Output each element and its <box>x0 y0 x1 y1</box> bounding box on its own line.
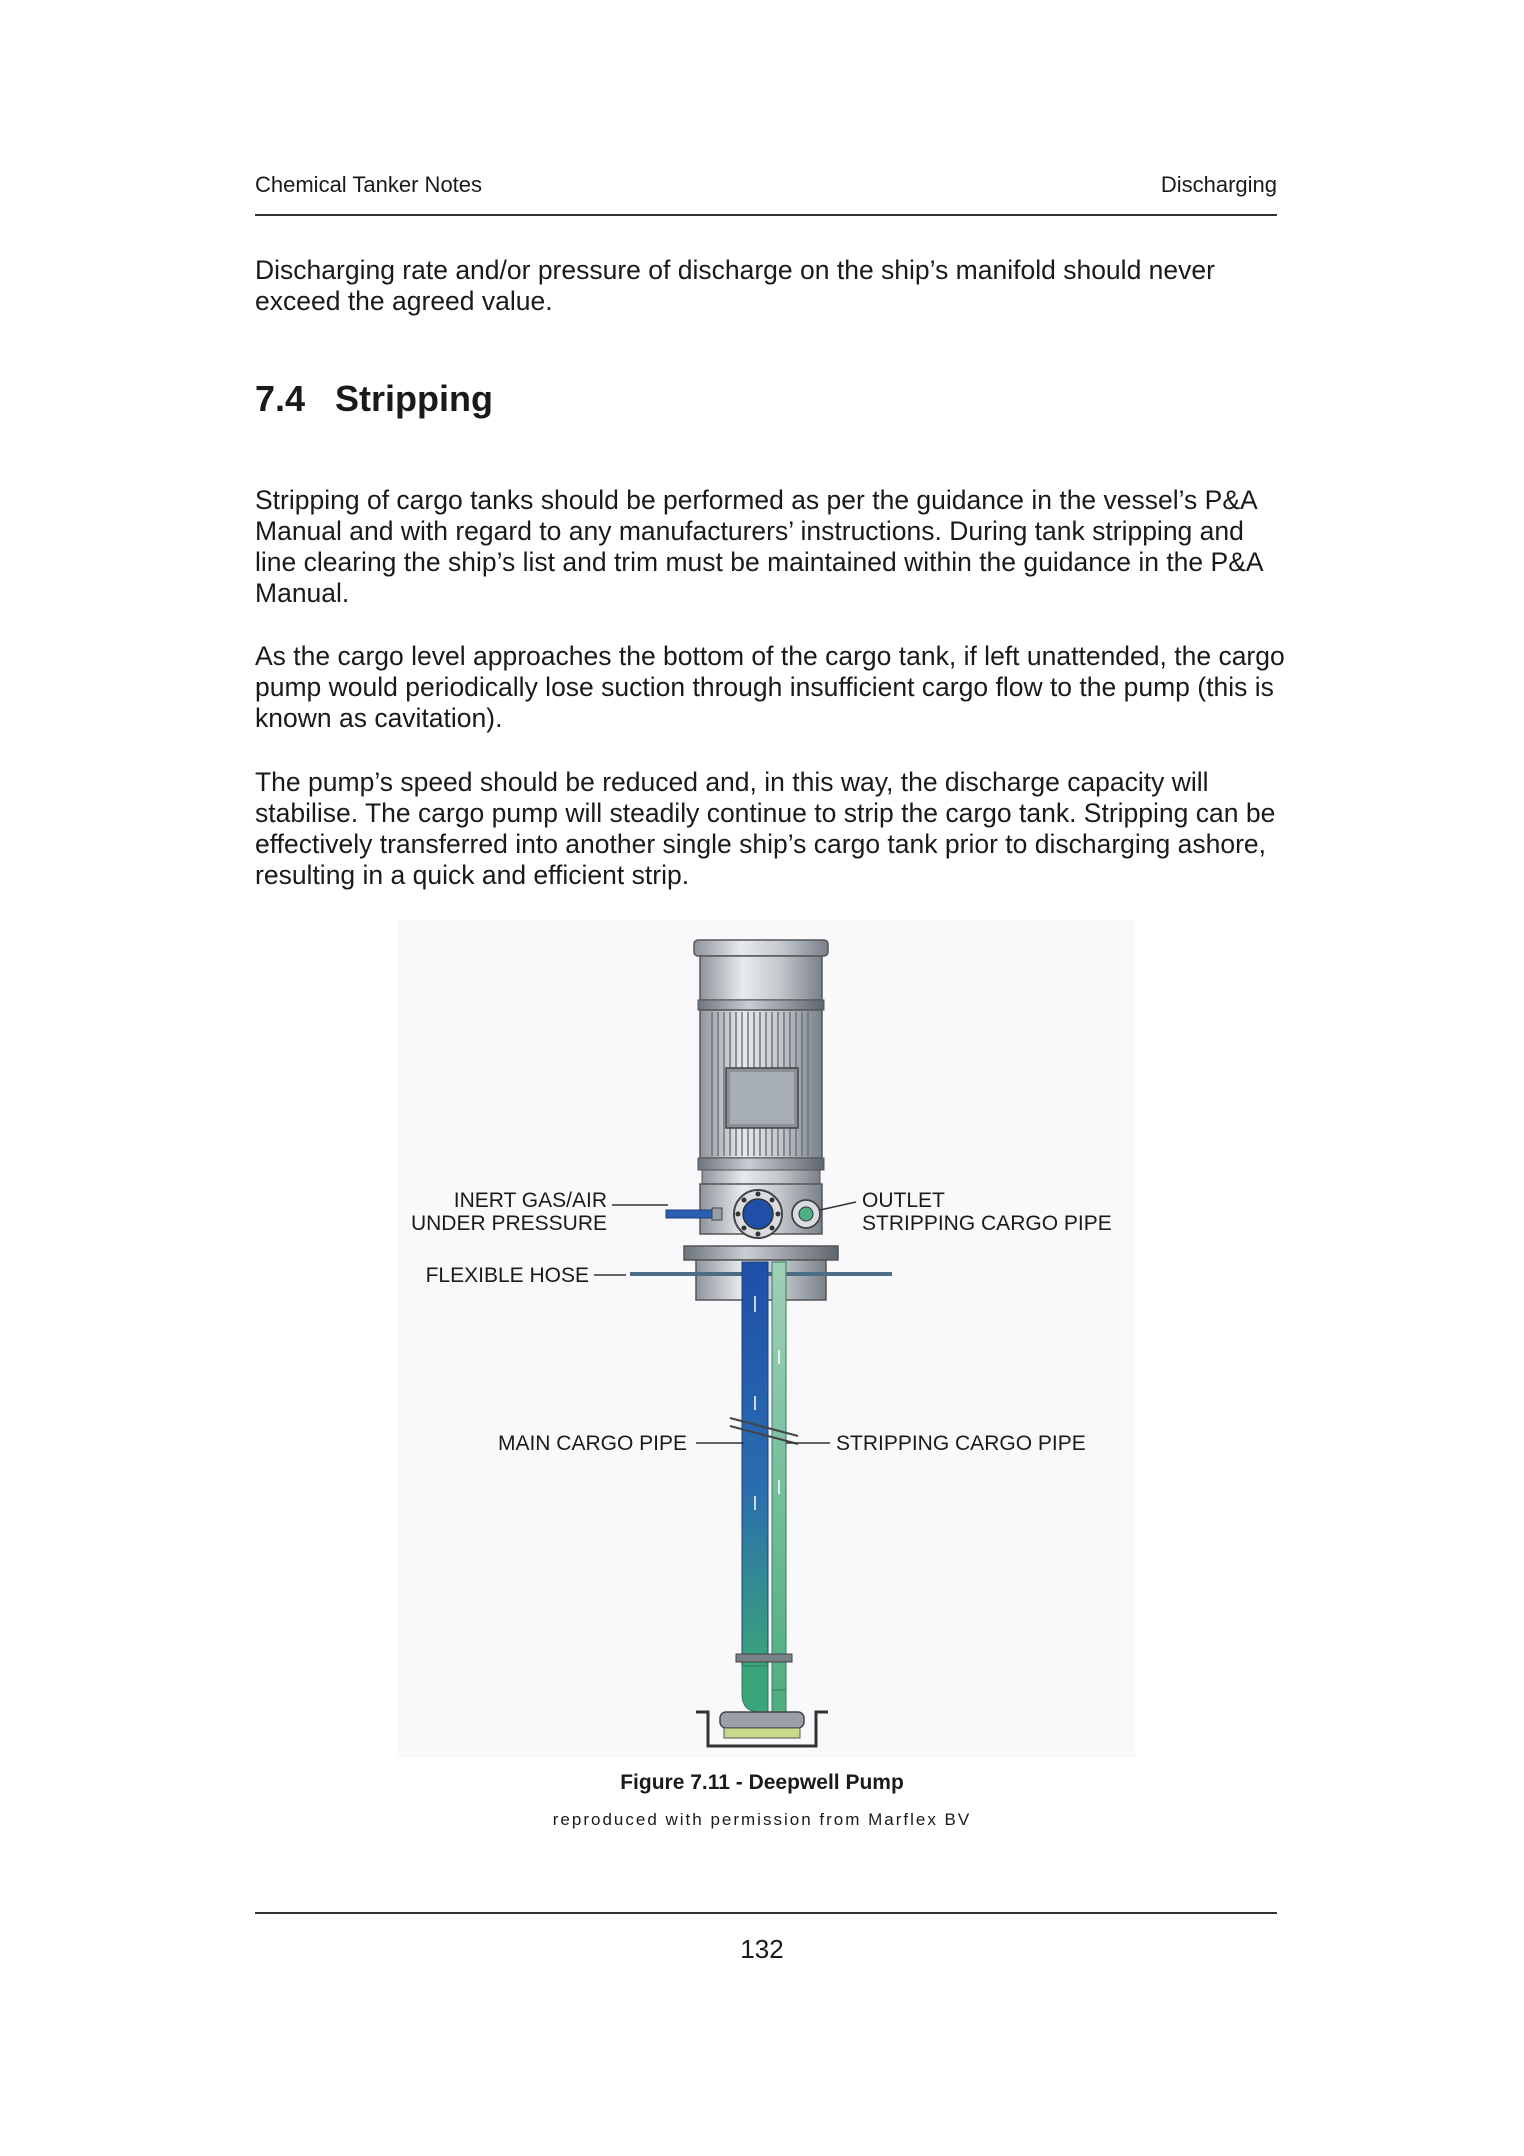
section-title: Stripping <box>335 378 493 419</box>
label-outlet-line1: OUTLET <box>862 1189 945 1212</box>
label-outlet-line2: STRIPPING CARGO PIPE <box>862 1212 1112 1235</box>
figure-caption: Figure 7.11 - Deepwell Pump <box>620 1771 904 1794</box>
label-flexible-hose: FLEXIBLE HOSE <box>425 1264 589 1287</box>
label-inert-gas-line1: INERT GAS/AIR <box>453 1189 607 1212</box>
body-paragraph: As the cargo level approaches the bottom of the cargo tank, if left unattended, the cargo pump would periodically lose suction through insufficient cargo flow to the pump (this is known as cavitation). <box>255 641 1285 733</box>
header-divider <box>255 214 1277 216</box>
running-header-title: Chemical Tanker Notes <box>255 172 483 197</box>
label-main-cargo-pipe: MAIN CARGO PIPE <box>497 1432 687 1455</box>
body-paragraph: Stripping of cargo tanks should be performed as per the guidance in the vessel’s P&A Manual and with regard to any manufacturers’ instructions. During tank stripping and line clearing the ship’s list and trim must be maintained within the guidance in the P&A Manual. <box>255 485 1263 608</box>
main-cargo-pipe <box>742 1262 768 1666</box>
section-heading <box>255 378 493 420</box>
page-number: 132 <box>740 1934 784 1964</box>
section-number: 7.4 <box>255 378 306 419</box>
suction-bellmouth <box>720 1712 804 1728</box>
inert-gas-inlet <box>666 1210 712 1218</box>
label-stripping-cargo-pipe: STRIPPING CARGO PIPE <box>836 1432 1086 1455</box>
deepwell-pump-diagram <box>397 920 1135 1758</box>
motor <box>694 940 828 1184</box>
label-inert-gas-line2: UNDER PRESSURE <box>410 1212 607 1235</box>
intro-paragraph: Discharging rate and/or pressure of discharge on the ship’s manifold should never exceed the agreed value. <box>255 255 1215 316</box>
figure-credit: reproduced with permission from Marflex BV <box>552 1810 972 1829</box>
footer-divider <box>255 1912 1277 1914</box>
running-header-chapter: Discharging <box>1160 172 1277 197</box>
body-paragraph: The pump’s speed should be reduced and, in this way, the discharge capacity will stabilise. The cargo pump will steadily continue to strip the cargo tank. Stripping can be effectively transferred into another single ship’s cargo tank prior to discharging ashore, resulting in a quick and efficient strip. <box>255 767 1276 890</box>
